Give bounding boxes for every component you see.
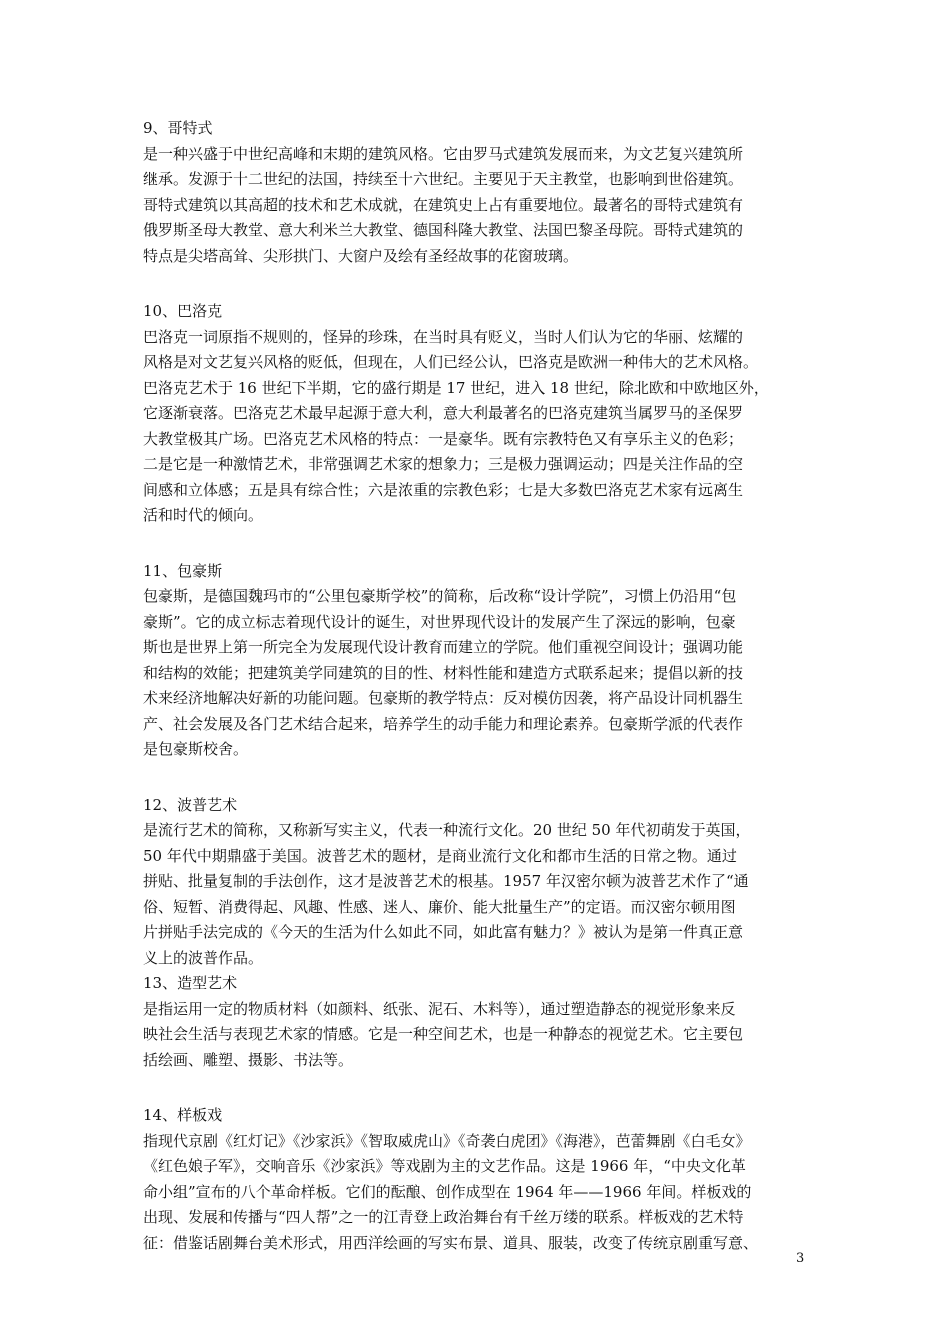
paragraph-line: 继承。发源于十二世纪的法国，持续至十六世纪。主要见于天主教堂，也影响到世俗建筑。 bbox=[143, 170, 744, 188]
paragraph-line: 50 年代中期鼎盛于美国。波普艺术的题材，是商业流行文化和都市生活的日常之物。通过 bbox=[143, 846, 737, 865]
paragraph-line: 大教堂极其广场。巴洛克艺术风格的特点：一是豪华。既有宗教特色又有享乐主义的色彩； bbox=[143, 429, 744, 448]
section-model-opera bbox=[143, 1103, 815, 1256]
paragraph-line: 是包豪斯校舍。 bbox=[143, 740, 249, 758]
paragraph-line: 巴洛克一词原指不规则的，怪异的珍珠，在当时具有贬义，当时人们认为它的华丽、炫耀的 bbox=[143, 327, 744, 346]
paragraph-line: 《红色娘子军》，交响音乐《沙家浜》等戏剧为主的文艺作品。这是 1966 年，“中央文化革 bbox=[143, 1157, 746, 1175]
paragraph-line: 和结构的效能；把建筑美学同建筑的目的性、材料性能和建造方式联系起来；提倡以新的技 bbox=[143, 663, 744, 682]
paragraph-line: 哥特式建筑以其高超的技术和艺术成就，在建筑史上占有重要地位。最著名的哥特式建筑有 bbox=[143, 195, 744, 214]
section-heading: 12、波普艺术 bbox=[143, 795, 238, 814]
paragraph-line: 俗、短暂、消费得起、风趣、性感、迷人、廉价、能大批量生产”的定语。而汉密尔顿用图 bbox=[143, 897, 736, 916]
paragraph-line: 产、社会发展及各门艺术结合起来，培养学生的动手能力和理论素养。包豪斯学派的代表作 bbox=[143, 714, 744, 733]
page-number: 3 bbox=[796, 1251, 805, 1266]
section-heading: 11、包豪斯 bbox=[143, 561, 223, 580]
section-baroque bbox=[143, 299, 815, 529]
paragraph-line: 它逐渐衰落。巴洛克艺术最早起源于意大利，意大利最著名的巴洛克建筑当属罗马的圣保罗 bbox=[143, 404, 744, 422]
section-spacer bbox=[143, 1073, 815, 1103]
paragraph-line: 指现代京剧《红灯记》《沙家浜》《智取威虎山》《奇袭白虎团》《海港》，芭蕾舞剧《白毛女》 bbox=[143, 1131, 751, 1150]
paragraph-line: 特点是尖塔高耸、尖形拱门、大窗户及绘有圣经故事的花窗玻璃。 bbox=[143, 246, 579, 265]
paragraph-line: 风格是对文艺复兴风格的贬低，但现在，人们已经公认，巴洛克是欧洲一种伟大的艺术风格。 bbox=[143, 353, 759, 371]
paragraph-line: 包豪斯，是德国魏玛市的“公里包豪斯学校”的简称，后改称“设计学院”，习惯上仍沿用“包 bbox=[143, 587, 737, 605]
paragraph-line: 征：借鉴话剧舞台美术形式，用西洋绘画的写实布景、道具、服装，改变了传统京剧重写意、 bbox=[143, 1233, 759, 1252]
paragraph-line: 拼贴、批量复制的手法创作，这才是波普艺术的根基。1957 年汉密尔顿为波普艺术作了“通 bbox=[143, 872, 749, 890]
paragraph-line: 间感和立体感；五是具有综合性；六是浓重的宗教色彩；七是大多数巴洛克艺术家有远离生 bbox=[143, 480, 744, 499]
paragraph-line: 括绘画、雕塑、摄影、书法等。 bbox=[143, 1050, 354, 1069]
section-heading: 9、哥特式 bbox=[143, 119, 213, 137]
paragraph-line: 术来经济地解决好新的功能问题。包豪斯的教学特点：反对模仿因袭，将产品设计同机器生 bbox=[143, 689, 744, 707]
paragraph-line: 出现、发展和传播与“四人帮”之一的江青登上政治舞台有千丝万缕的联系。样板戏的艺术特 bbox=[143, 1208, 744, 1226]
paragraph-line: 义上的波普作品。 bbox=[143, 948, 264, 967]
paragraph-line: 是流行艺术的简称，又称新写实主义，代表一种流行文化。20 世纪 50 年代初萌发于英国， bbox=[143, 821, 751, 839]
section-spacer bbox=[143, 529, 815, 559]
paragraph-line: 活和时代的倾向。 bbox=[143, 506, 264, 524]
paragraph-line: 命小组”宣布的八个革命样板。它们的酝酿、创作成型在 1964 年——1966 年间。样板戏的 bbox=[143, 1182, 752, 1201]
paragraph-line: 是一种兴盛于中世纪高峰和末期的建筑风格。它由罗马式建筑发展而来，为文艺复兴建筑所 bbox=[143, 144, 744, 163]
paragraph-line: 二是它是一种激情艺术，非常强调艺术家的想象力；三是极力强调运动；四是关注作品的空 bbox=[143, 455, 744, 473]
section-gothic bbox=[143, 116, 815, 269]
section-spacer bbox=[143, 269, 815, 299]
section-heading: 13、造型艺术 bbox=[143, 974, 238, 992]
section-pop-art bbox=[143, 793, 815, 972]
paragraph-line: 巴洛克艺术于 16 世纪下半期，它的盛行期是 17 世纪，进入 18 世纪，除北欧和中欧地区外， bbox=[143, 378, 769, 397]
paragraph-line: 斯也是世界上第一所完全为发展现代设计教育而建立的学院。他们重视空间设计；强调功能 bbox=[143, 638, 744, 656]
section-heading: 10、巴洛克 bbox=[143, 302, 223, 320]
paragraph-line: 豪斯”。它的成立标志着现代设计的诞生，对世界现代设计的发展产生了深远的影响，包豪 bbox=[143, 612, 736, 631]
section-spacer bbox=[143, 763, 815, 793]
paragraph-line: 俄罗斯圣母大教堂、意大利米兰大教堂、德国科隆大教堂、法国巴黎圣母院。哥特式建筑的 bbox=[143, 221, 744, 239]
paragraph-line: 片拼贴手法完成的《今天的生活为什么如此不同，如此富有魅力？》被认为是第一件真正意 bbox=[143, 923, 744, 941]
paragraph-line: 映社会生活与表现艺术家的情感。它是一种空间艺术，也是一种静态的视觉艺术。它主要包 bbox=[143, 1025, 744, 1043]
section-heading: 14、样板戏 bbox=[143, 1106, 223, 1124]
section-bauhaus bbox=[143, 559, 815, 763]
section-plastic-arts bbox=[143, 971, 815, 1073]
document-body bbox=[143, 116, 815, 1256]
paragraph-line: 是指运用一定的物质材料（如颜料、纸张、泥石、木料等），通过塑造静态的视觉形象来反 bbox=[143, 999, 736, 1018]
